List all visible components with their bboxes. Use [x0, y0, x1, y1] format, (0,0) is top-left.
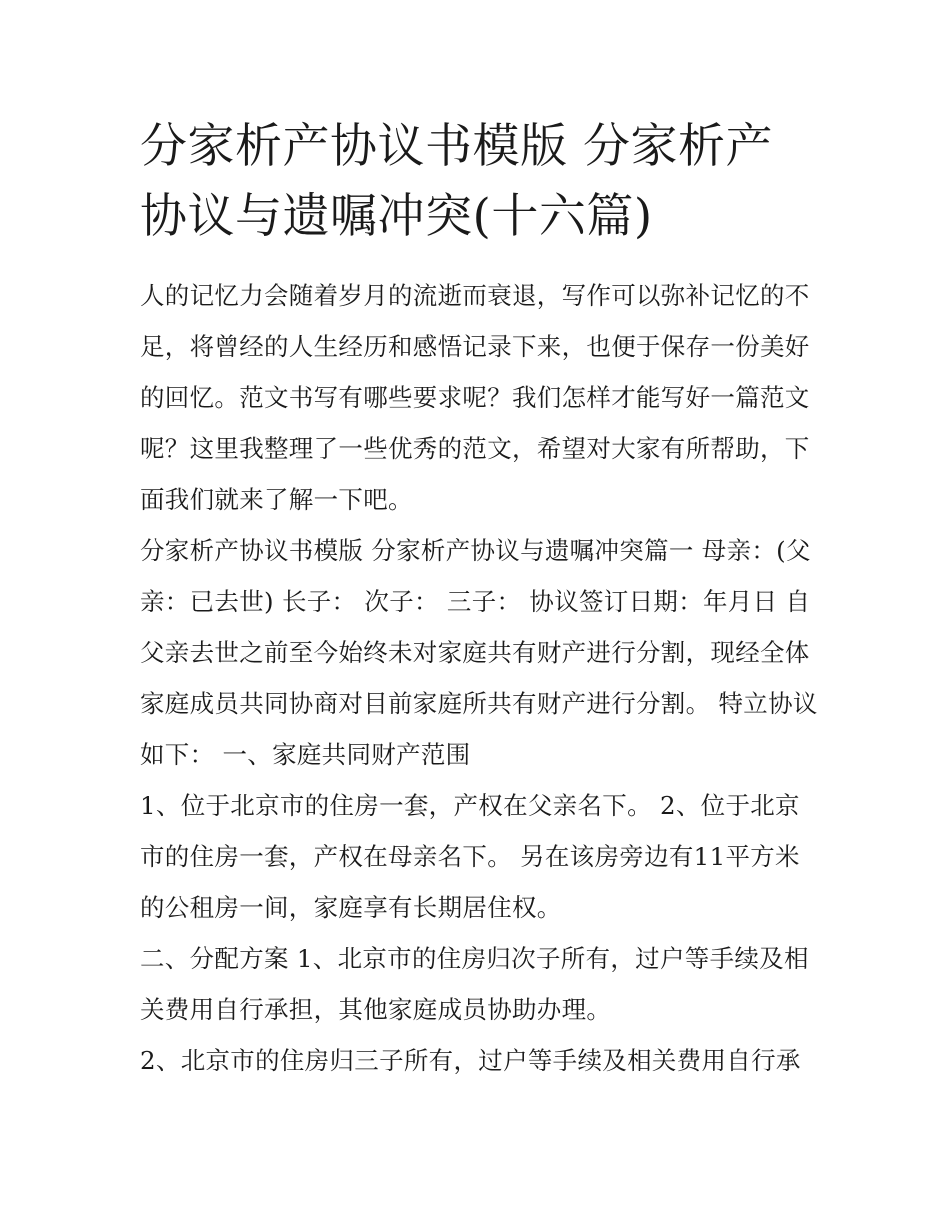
paragraph-intro: 人的记忆力会随着岁月的流逝而衰退，写作可以弥补记忆的不足，将曾经的人生经历和感悟记录下来，也便于保存一份美好的回忆。范文书写有哪些要求呢？我们怎样才能写好一篇范文呢？这里我整理了一些优秀的范文，希望对大家有所帮助，下面我们就来了解一下吧。	[140, 281, 810, 514]
paragraph-property-list: 1、位于北京市的住房一套，产权在父亲名下。 2、位于北京市的住房一套，产权在母亲名下。 另在该房旁边有11平方米的公租房一间，家庭享有长期居住权。	[140, 791, 800, 922]
document-page	[140, 112, 820, 1086]
paragraph-distribution-1: 二、分配方案 1、北京市的住房归次子所有，过户等手续及相关费用自行承担，其他家庭成员协助办理。	[140, 944, 809, 1024]
paragraph-parties: 分家析产协议书模版 分家析产协议与遗嘱冲突篇一 母亲：(父亲：已去世) 长子： 次子： 三子： 协议签订日期：年月日 自父亲去世之前至今始终未对家庭共有财产进行分割，现经全体家庭成员共同协商对目前家庭所共有财产进行分割。 特立协议如下： 一、家庭共同财产范围	[140, 536, 818, 769]
document-title: 分家析产协议书模版 分家析产协议与遗嘱冲突(十六篇)	[140, 119, 773, 244]
paragraph-distribution-2: 2、北京市的住房归三子所有，过户等手续及相关费用自行承	[140, 1046, 801, 1075]
